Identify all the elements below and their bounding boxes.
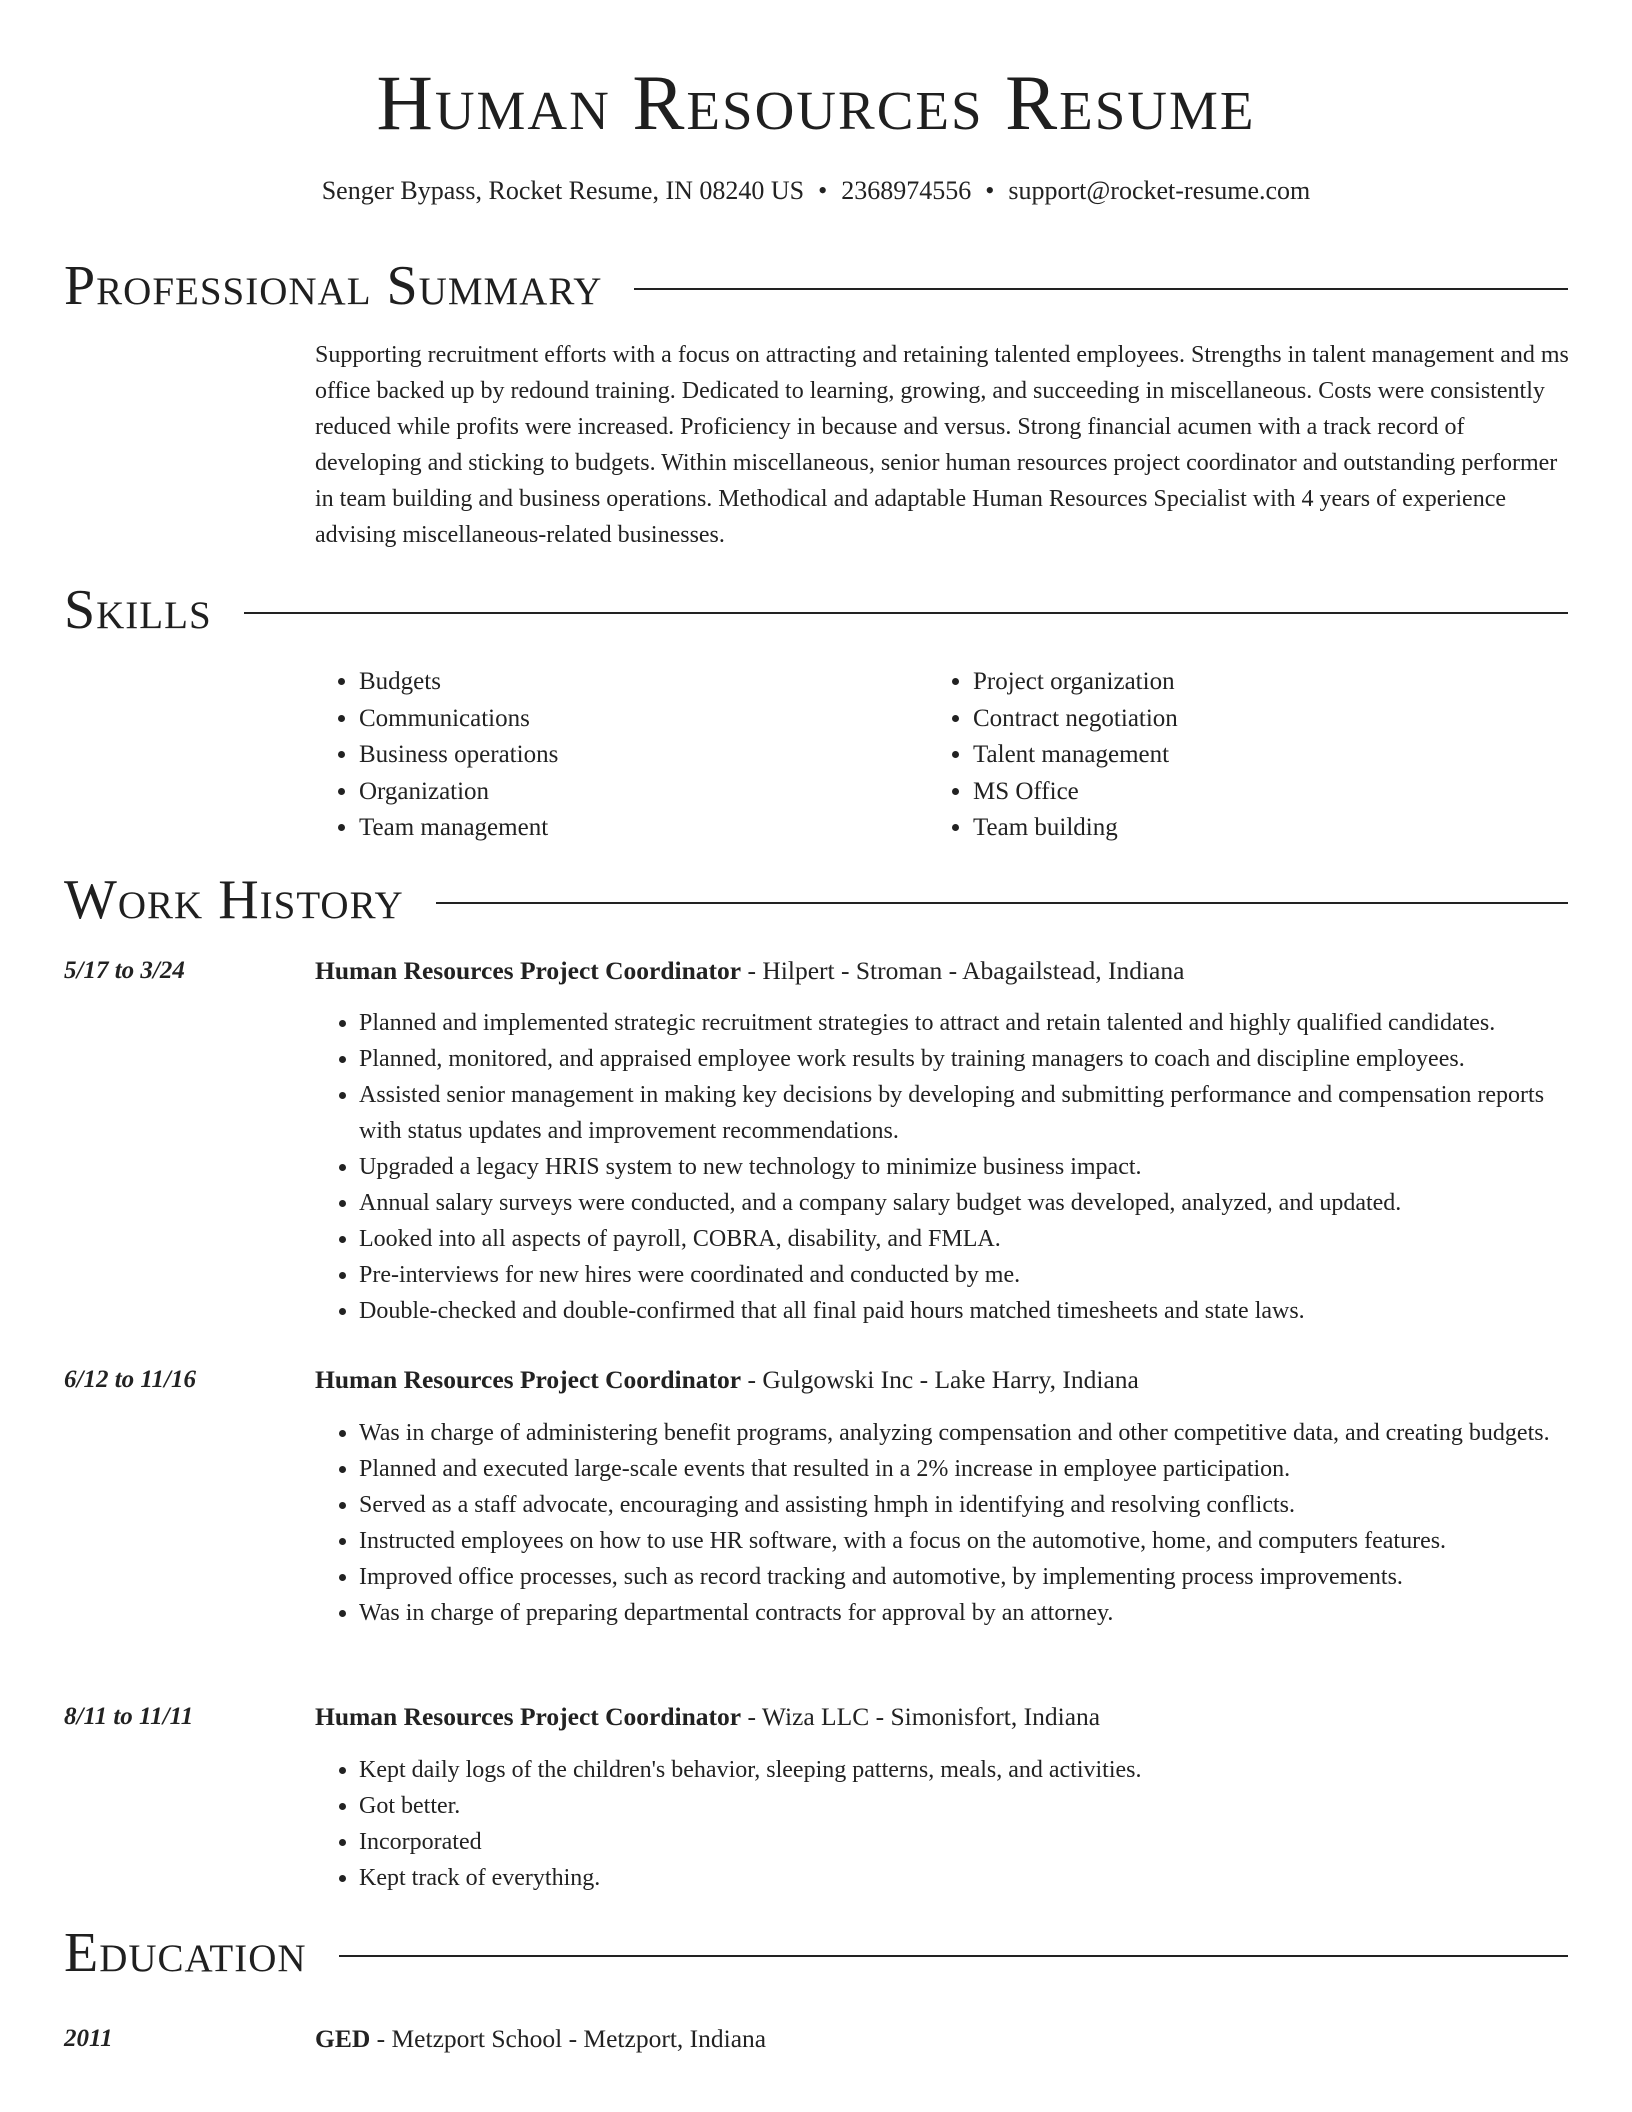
job-heading — [315, 1700, 1571, 1734]
job-employer-location: - Hilpert - Stroman - Abagailstead, Indiana — [741, 956, 1185, 985]
education-school: - Metzport School - Metzport, Indiana — [370, 2024, 767, 2053]
section-heading: Education — [64, 1922, 307, 1984]
job-bullet: • Served as a staff advocate, encouraging and assisting hmph in identifying and resolving conflicts. — [359, 1487, 1571, 1523]
contact-separator: • — [818, 176, 828, 205]
skill-item: • MS Office — [973, 774, 1573, 811]
job-bullet: • Got better. — [359, 1788, 1571, 1824]
job-bullet: • Double-checked and double-confirmed that all final paid hours matched timesheets and state laws. — [359, 1293, 1571, 1329]
job-bullet: • Instructed employees on how to use HR software, with a focus on the automotive, home, and computers features. — [359, 1523, 1571, 1559]
job-bullet-list — [315, 1005, 1571, 1329]
job-employer-location: - Wiza LLC - Simonisfort, Indiana — [741, 1702, 1101, 1731]
skill-item: • Budgets — [359, 664, 899, 701]
job-bullet: • Planned, monitored, and appraised employee work results by training managers to coach and discipline employees. — [359, 1041, 1571, 1077]
job-bullet: • Was in charge of administering benefit programs, analyzing compensation and other competitive data, and creating budgets. — [359, 1415, 1571, 1451]
skill-item: • Talent management — [973, 737, 1573, 774]
skill-item: • Organization — [359, 774, 899, 811]
job-heading — [315, 1363, 1571, 1397]
education-degree: GED — [315, 2024, 371, 2053]
job-title: Human Resources Project Coordinator — [315, 956, 742, 985]
job-employer-location: - Gulgowski Inc - Lake Harry, Indiana — [741, 1365, 1139, 1394]
job-bullet: • Planned and implemented strategic recruitment strategies to attract and retain talented and highly qualified candidates. — [359, 1005, 1571, 1041]
job-title: Human Resources Project Coordinator — [315, 1702, 742, 1731]
job-bullet: • Pre-interviews for new hires were coordinated and conducted by me. — [359, 1257, 1571, 1293]
section-header-work-history — [64, 867, 1568, 933]
section-header-education — [64, 1920, 1568, 1986]
contact-line — [0, 174, 1632, 208]
job-bullet: • Kept track of everything. — [359, 1860, 1571, 1896]
skill-item: • Project organization — [973, 664, 1573, 701]
education-year: 2011 — [64, 2025, 113, 2052]
job-bullet: • Planned and executed large-scale events that resulted in a 2% increase in employee participation. — [359, 1451, 1571, 1487]
job-dates: 8/11 to 11/11 — [64, 1703, 194, 1730]
section-header-summary — [64, 253, 1568, 319]
job-bullet: • Kept daily logs of the children's behavior, sleeping patterns, meals, and activities. — [359, 1752, 1571, 1788]
job-bullet-list — [315, 1415, 1571, 1631]
education-entry — [315, 2022, 766, 2056]
job-heading — [315, 954, 1571, 988]
contact-address: Senger Bypass, Rocket Resume, IN 08240 US — [321, 176, 805, 205]
contact-phone: 2368974556 — [841, 176, 972, 205]
job-bullet: • Looked into all aspects of payroll, COBRA, disability, and FMLA. — [359, 1221, 1571, 1257]
contact-email: support@rocket-resume.com — [1008, 176, 1311, 205]
job-bullet: • Annual salary surveys were conducted, and a company salary budget was developed, analyzed, and updated. — [359, 1185, 1571, 1221]
skills-list-left — [315, 664, 899, 847]
section-heading: Skills — [64, 579, 212, 641]
job-bullet: • Incorporated — [359, 1824, 1571, 1860]
section-divider — [436, 902, 1568, 904]
summary-text: Supporting recruitment efforts with a focus on attracting and retaining talented employees. Strengths in talent management and ms office backed up by redound training. Dedicated to learning, growing, and succeeding in miscellaneous. Costs were consistently reduced while profits were increased. Proficiency in because and versus. Strong financial acumen with a track record of developing and sticking to budgets. Within miscellaneous, senior human resources project coordinator and outstanding performer in team building and business operations. Methodical and adaptable Human Resources Specialist with 4 years of experience advising miscellaneous-related businesses. — [315, 342, 1569, 548]
section-divider — [634, 288, 1568, 290]
section-divider — [244, 612, 1568, 614]
job-bullet: • Improved office processes, such as record tracking and automotive, by implementing process improvements. — [359, 1559, 1571, 1595]
job-dates: 5/17 to 3/24 — [64, 957, 185, 984]
job-dates: 6/12 to 11/16 — [64, 1366, 196, 1393]
section-header-skills — [64, 577, 1568, 643]
contact-separator: • — [985, 176, 995, 205]
skill-item: • Team building — [973, 810, 1573, 847]
section-divider — [339, 1955, 1568, 1957]
skill-item: • Team management — [359, 810, 899, 847]
section-heading: Work History — [64, 869, 404, 931]
job-bullet: • Was in charge of preparing departmental contracts for approval by an attorney. — [359, 1595, 1571, 1631]
job-title: Human Resources Project Coordinator — [315, 1365, 742, 1394]
job-bullet-list — [315, 1752, 1571, 1896]
skill-item: • Business operations — [359, 737, 899, 774]
job-bullet: • Upgraded a legacy HRIS system to new technology to minimize business impact. — [359, 1149, 1571, 1185]
section-heading: Professional Summary — [64, 255, 603, 317]
resume-title: Human Resources Resume — [376, 59, 1256, 146]
skill-item: • Contract negotiation — [973, 701, 1573, 738]
job-bullet: • Assisted senior management in making key decisions by developing and submitting performance and compensation reports with status updates and improvement recommendations. — [359, 1077, 1571, 1149]
skills-list-right — [929, 664, 1573, 847]
skill-item: • Communications — [359, 701, 899, 738]
